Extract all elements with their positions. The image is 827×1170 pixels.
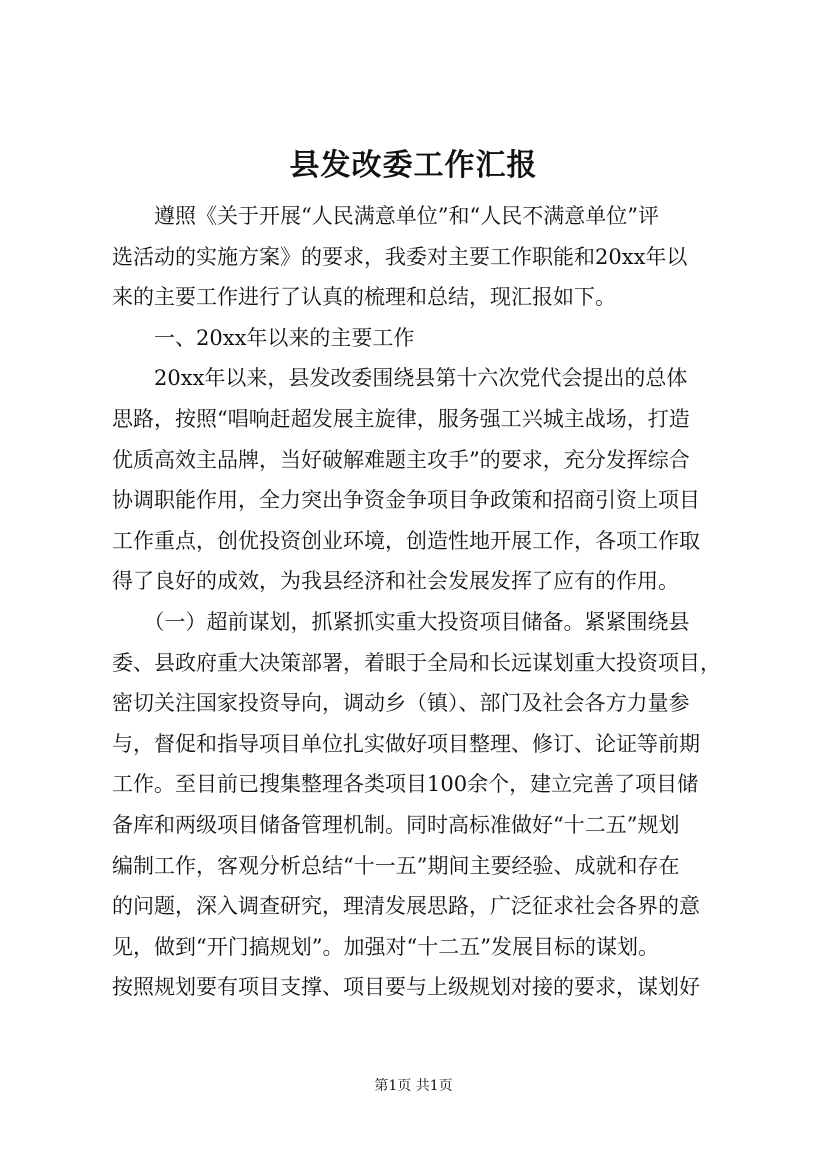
body-line: 20xx年以来，县发改委围绕县第十六次党代会提出的总体 [112, 366, 688, 391]
body-line: 见，做到“开门搞规划”。加强对“十二五”发展目标的谋划。 [112, 934, 659, 959]
body-line: 选活动的实施方案》的要求，我委对主要工作职能和20xx年以 [112, 244, 688, 269]
body-line: 委、县政府重大决策部署，着眼于全局和长远谋划重大投资项目， [112, 650, 721, 675]
body-line: 按照规划要有项目支撑、项目要与上级规划对接的要求，谋划好 [112, 975, 700, 1000]
body-line: 来的主要工作进行了认真的梳理和总结，现汇报如下。 [112, 285, 616, 310]
document-title: 县发改委工作汇报 [289, 148, 538, 183]
body-line: 遵照《关于开展“人民满意单位”和“人民不满意单位”评 [112, 204, 659, 228]
section-heading: 一、20xx年以来的主要工作 [112, 325, 415, 350]
body-line: 备库和两级项目储备管理机制。同时高标准做好“十二五”规划 [112, 812, 680, 837]
body-line: 与，督促和指导项目单位扎实做好项目整理、修订、论证等前期 [112, 731, 700, 756]
body-line: 得了良好的成效，为我县经济和社会发展发挥了应有的作用。 [112, 569, 679, 594]
body-line: 工作重点，创优投资创业环境，创造性地开展工作，各项工作取 [112, 528, 700, 553]
body-line: 密切关注国家投资导向，调动乡（镇）、部门及社会各方力量参 [112, 691, 690, 716]
subsection-line: （一）超前谋划，抓紧抓实重大投资项目储备。紧紧围绕县 [112, 609, 690, 634]
body-line: 编制工作，客观分析总结“十一五”期间主要经验、成就和存在 [112, 853, 680, 878]
document-body [112, 196, 728, 1008]
body-line: 的问题，深入调查研究，理清发展思路，广泛征求社会各界的意 [112, 894, 700, 919]
page-number-footer: 第1页 共1页 [374, 1078, 453, 1094]
body-line: 协调职能作用，全力突出争资金争项目争政策和招商引资上项目 [112, 488, 700, 513]
body-line: 工作。至目前已搜集整理各类项目100余个，建立完善了项目储 [112, 772, 699, 797]
body-line: 思路，按照“唱响赶超发展主旋律，服务强工兴城主战场，打造 [112, 406, 690, 431]
body-line: 优质高效主品牌，当好破解难题主攻手”的要求，充分发挥综合 [112, 447, 690, 472]
